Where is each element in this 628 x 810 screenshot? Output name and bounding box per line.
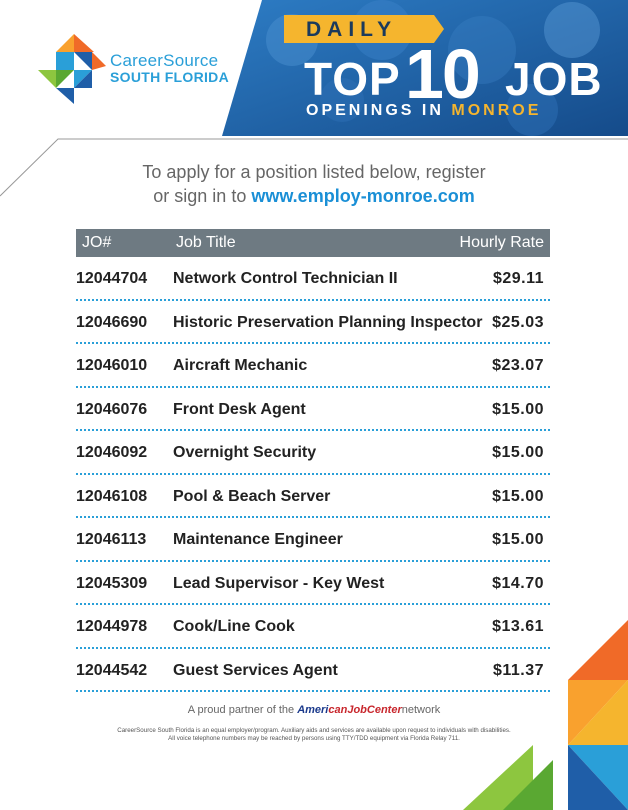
row-jo-number: 12044542 [76, 661, 148, 679]
row-job-title: Aircraft Mechanic [173, 357, 308, 374]
row-hourly-rate: $29.11 [492, 270, 544, 287]
row-hourly-rate: $25.03 [492, 313, 544, 331]
row-job-title: Pool & Beach Server [173, 487, 331, 505]
row-hourly-rate: $23.07 [492, 357, 544, 374]
row-job-title: Front Desk Agent [173, 400, 306, 418]
row-jo-number: 12046010 [76, 357, 148, 374]
employ-monroe-link[interactable]: www.employ-monroe.com [251, 186, 475, 206]
row-jo-number: 12046092 [76, 444, 148, 461]
row-hourly-rate: $15.00 [492, 487, 544, 505]
table-row [76, 562, 550, 606]
row-jo-number: 12044704 [76, 270, 148, 287]
table-row [76, 388, 550, 432]
row-hourly-rate: $15.00 [492, 400, 544, 418]
ajc-part3: JobCenter [347, 704, 402, 716]
table-row [76, 649, 550, 693]
job-openings-table [76, 229, 550, 692]
equal-opportunity-notice [70, 727, 558, 743]
row-job-title: Network Control Technician II [173, 270, 398, 287]
row-job-title: Maintenance Engineer [173, 531, 343, 548]
top-label: TOP [304, 53, 401, 105]
header-hourly-rate: Hourly Rate [459, 234, 544, 251]
daily-label: DAILY [306, 18, 398, 41]
table-row [76, 431, 550, 475]
row-hourly-rate: $13.61 [492, 618, 544, 635]
openings-label: OPENINGS IN [306, 102, 452, 119]
table-row [76, 518, 550, 562]
row-jo-number: 12044978 [76, 618, 148, 635]
brand-name-line1: CareerSource [110, 51, 219, 70]
apply-line1: To apply for a position listed below, register [142, 162, 486, 182]
header-banner [222, 0, 628, 136]
brand-logo [0, 0, 260, 120]
ajc-part2: can [328, 704, 348, 716]
partner-prefix: A proud partner of the [187, 704, 298, 716]
row-job-title: Historic Preservation Planning Inspector [173, 313, 483, 331]
location-label: MONROE [451, 102, 542, 119]
table-row [76, 344, 550, 388]
table-row [76, 301, 550, 345]
partner-suffix: network [401, 704, 441, 716]
row-hourly-rate: $15.00 [492, 531, 544, 548]
row-job-title: Cook/Line Cook [173, 618, 295, 635]
american-job-center-logo [297, 704, 402, 716]
row-jo-number: 12046108 [76, 487, 148, 505]
row-job-title: Guest Services Agent [173, 661, 338, 679]
row-hourly-rate: $11.37 [492, 661, 544, 679]
brand-name-line2: SOUTH FLORIDA [110, 68, 230, 85]
row-jo-number: 12046690 [76, 313, 148, 331]
row-job-title: Overnight Security [173, 444, 317, 461]
partner-statement [0, 704, 628, 716]
apply-line2 [0, 184, 628, 208]
openings-subtitle [306, 102, 541, 120]
row-hourly-rate: $14.70 [492, 574, 544, 592]
table-header [76, 229, 550, 257]
careersource-logo-mark [36, 34, 106, 104]
table-row [76, 257, 550, 301]
apply-line2-prefix: or sign in to [153, 186, 252, 206]
row-hourly-rate: $15.00 [492, 444, 544, 461]
row-jo-number: 12046113 [76, 531, 147, 548]
ten-label: 10 [405, 35, 479, 113]
fine-print-line1: CareerSource South Florida is an equal employer/program. Auxiliary aids and services are available upon request to individuals with disabilities. [117, 727, 511, 734]
fine-print-line2: All voice telephone numbers may be reached by persons using TTY/TDD equipment via Florida Relay 711. [168, 735, 460, 742]
ajc-part1: Ameri [297, 704, 329, 716]
job-label: JOB [505, 53, 603, 105]
row-jo-number: 12046076 [76, 400, 148, 418]
header-job-title: Job Title [176, 234, 236, 251]
apply-instructions [0, 160, 628, 208]
row-job-title: Lead Supervisor - Key West [173, 574, 385, 592]
table-row [76, 605, 550, 649]
table-row [76, 475, 550, 519]
header-jo: JO# [82, 234, 112, 251]
row-jo-number: 12045309 [76, 574, 148, 592]
